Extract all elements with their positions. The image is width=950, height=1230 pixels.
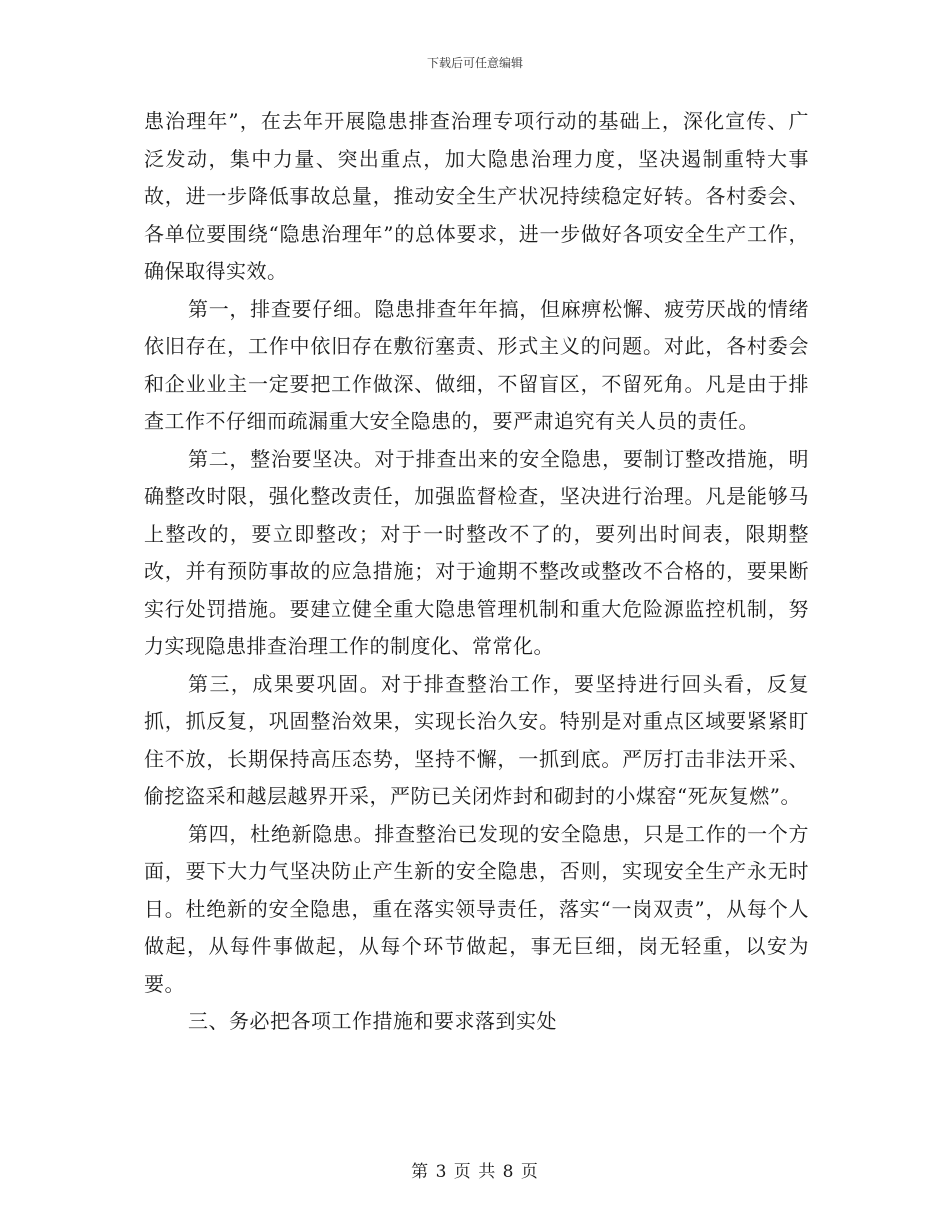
page-header-note: 下载后可任意编辑 <box>426 56 523 70</box>
section-heading: 三、务必把各项工作措施和要求落到实处 <box>188 1009 557 1033</box>
body-paragraph: 第三，成果要巩固。对于排查整治工作，要坚持进行回头看，反复抓，抓反复，巩固整治效果，实现长治久安。特别是对重点区域要紧紧盯住不放，长期保持高压态势，坚持不懈，一抓到底。严厉打击非法开采、偷挖盗采和越层越界开采，严防已关闭炸封和砌封的小煤窑“死灰复燃”。 <box>144 671 809 808</box>
body-paragraph: 第一，排查要仔细。隐患排查年年搞，但麻痹松懈、疲劳厌战的情绪依旧存在，工作中依旧存在敷衍塞责、形式主义的问题。对此，各村委会和企业业主一定要把工作做深、做细，不留盲区，不留死角。凡是由于排查工作不仔细而疏漏重大安全隐患的，要严肃追究有关人员的责任。 <box>144 296 809 433</box>
body-paragraph: 第二，整治要坚决。对于排查出来的安全隐患，要制订整改措施，明确整改时限，强化整改责任，加强监督检查，坚决进行治理。凡是能够马上整改的，要立即整改；对于一时整改不了的，要列出时间表，限期整改，并有预防事故的应急措施；对于逾期不整改或整改不合格的，要果断实行处罚措施。要建立健全重大隐患管理机制和重大危险源监控机制，努力实现隐患排查治理工作的制度化、常常化。 <box>144 446 809 658</box>
body-paragraph: 患治理年”，在去年开展隐患排查治理专项行动的基础上，深化宣传、广泛发动，集中力量、突出重点，加大隐患治理力度，坚决遏制重特大事故，进一步降低事故总量，推动安全生产状况持续稳定好转。各村委会、各单位要围绕“隐患治理年”的总体要求，进一步做好各项安全生产工作，确保取得实效。 <box>144 109 809 283</box>
document-body <box>144 103 809 1041</box>
body-paragraph: 第四，杜绝新隐患。排查整治已发现的安全隐患，只是工作的一个方面，要下大力气坚决防止产生新的安全隐患，否则，实现安全生产永无时日。杜绝新的安全隐患，重在落实领导责任，落实“一岗双责”，从每个人做起，从每件事做起，从每个环节做起，事无巨细，岗无轻重，以安为要。 <box>144 821 809 996</box>
page-number-footer: 第 3 页 共 8 页 <box>411 1162 539 1182</box>
